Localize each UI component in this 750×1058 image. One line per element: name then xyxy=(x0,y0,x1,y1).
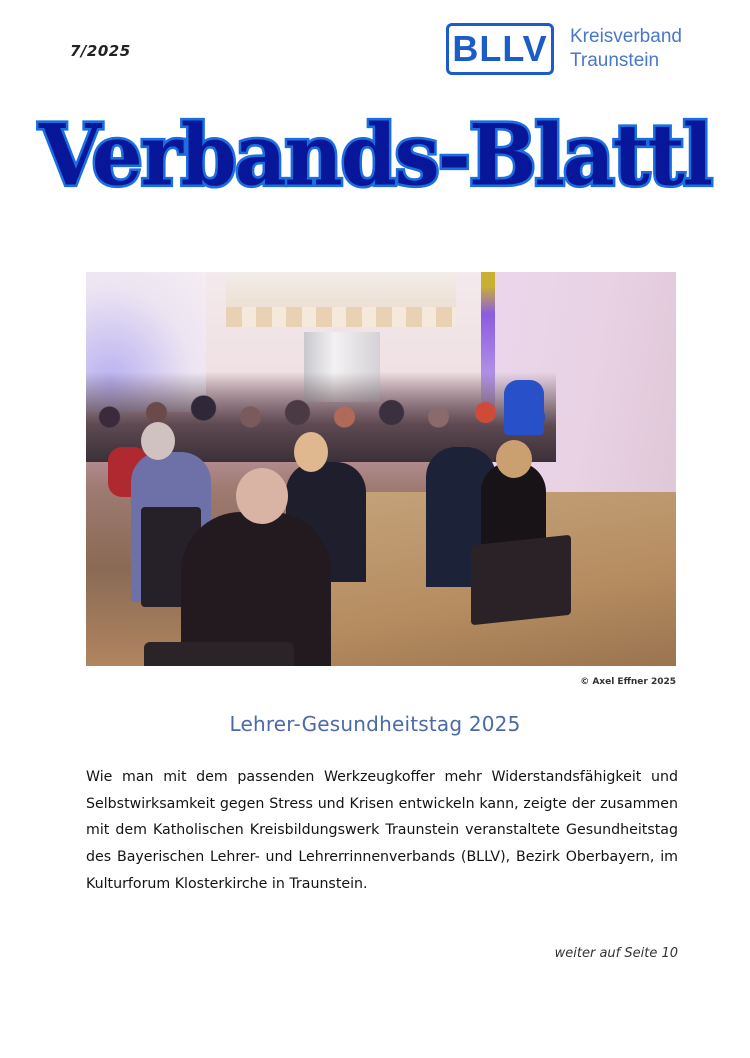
photo-chair xyxy=(144,642,294,666)
photo-frieze xyxy=(226,307,456,327)
photo-head xyxy=(141,422,175,460)
article-body: Wie man mit dem passenden Werkzeugkoffer mehr Widerstandsfähigkeit und Selbstwirksamkeit gegen Stress und Krisen entwickeln kann, zeigte der zusammen mit dem Katholischen Kreisbildungswerk Traunstein veranstaltete Gesundheitstag des Bayerischen Lehrer- und Lehrerrinnenverbands (BLLV), Bezirk Oberbayern, im Kulturforum Klosterkirche in Traunstein. xyxy=(86,769,678,892)
logo-box xyxy=(446,23,554,75)
continued-note: weiter auf Seite 10 xyxy=(554,946,678,961)
photo-person-blue xyxy=(504,380,544,435)
masthead xyxy=(0,105,750,205)
logo-line-1: Kreisverband xyxy=(570,26,682,47)
masthead-title: Verbands-Blattl xyxy=(38,105,712,205)
photo-head xyxy=(294,432,328,472)
logo-text xyxy=(570,25,682,73)
logo-abbreviation: BLLV xyxy=(452,28,548,69)
bllv-logo xyxy=(446,23,682,75)
photo-head xyxy=(496,440,532,478)
issue-number: 7/2025 xyxy=(70,42,131,60)
article-headline: Lehrer-Gesundheitstag 2025 xyxy=(229,712,521,736)
photo-credit: © Axel Effner 2025 xyxy=(580,677,676,687)
logo-line-2: Traunstein xyxy=(570,50,660,71)
photo-head xyxy=(236,468,288,524)
event-photo xyxy=(86,272,676,666)
photo-chair xyxy=(471,535,571,626)
